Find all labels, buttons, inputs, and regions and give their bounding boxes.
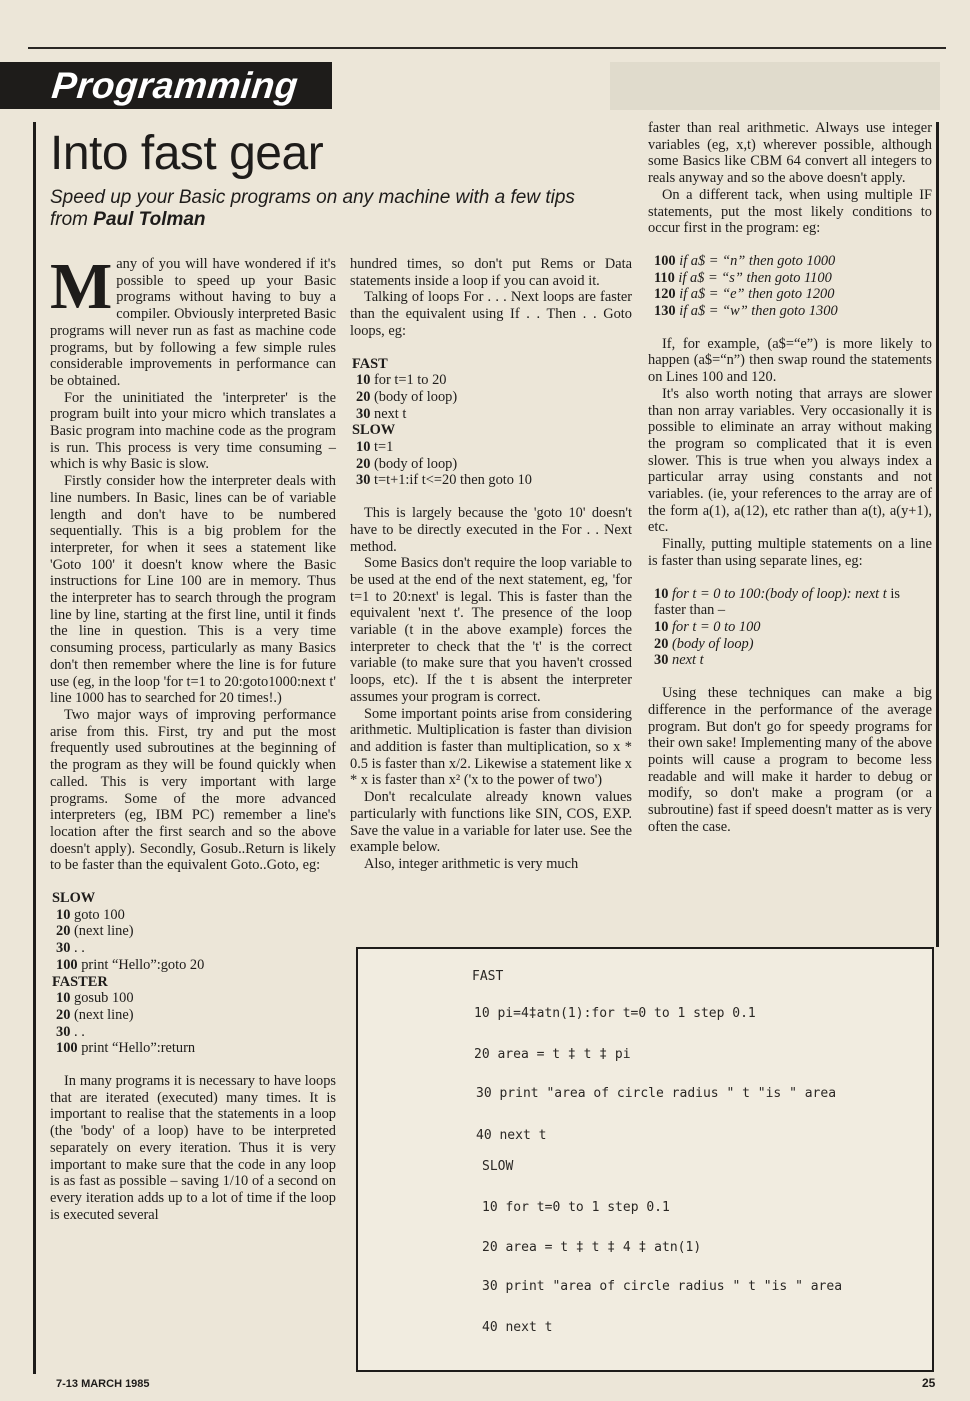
code-example-for-next: [352, 355, 632, 490]
issue-date: 7-13 MARCH 1985: [56, 1378, 150, 1390]
code-line: 120 if a$ = “e” then goto 1200: [654, 286, 835, 303]
paragraph: [50, 250, 336, 390]
paragraph: If, for example, (a$=“e”) is more likely to happen (a$=“n”) then swap round the statements on Lines 100 and 120.: [648, 335, 932, 386]
paragraph: This is largely because the 'goto 10' doesn't have to be directly executed in the For . . Next method.: [350, 505, 632, 555]
code-line: 130 if a$ = “w” then goto 1300: [654, 303, 838, 320]
paragraph: faster than real arithmetic. Always use integer variables (eg, x,t) wherever possible, although some Basics like CBM 64 convert all integers to reals anyway and so the above doesn't apply.: [648, 120, 932, 187]
code-example-multistatement: [654, 586, 932, 670]
code-line: 20 (body of loop): [654, 635, 754, 652]
paragraph: In many programs it is necessary to have loops that are iterated (executed) many times. It is important to realise that the statements in a loop (the 'body' of a loop) have to be interpreted separately on every iteration. Thus it is very important to make sure that the code in any loop is as fast as possible – saving 1/10 of a second on every iteration adds up to a lot of time if the loop is executed several: [50, 1073, 336, 1223]
paragraph: hundred times, so don't put Rems or Data statements inside a loop if you can avoid it.: [350, 256, 632, 289]
listing-line: 10 for t=0 to 1 step 0.1: [482, 1200, 670, 1215]
code-line: 10 for t = 0 to 100:(body of loop): next t is: [654, 585, 900, 602]
page-number: 25: [922, 1376, 936, 1390]
section-band: [0, 62, 332, 109]
code-line: 100 print “Hello”:goto 20: [56, 956, 205, 973]
code-line: 30 . .: [56, 1023, 85, 1040]
listing-line: 20 area = t ‡ t ‡ 4 ‡ atn(1): [482, 1240, 702, 1255]
code-line: 30 next t: [356, 405, 407, 422]
author-name: Paul Tolman: [93, 209, 206, 230]
listing-line: 40 next t: [482, 1320, 553, 1335]
code-line: 30 . .: [56, 940, 85, 957]
code-text: faster than –: [654, 602, 726, 619]
code-example-if: [654, 253, 932, 320]
paragraph: Some important points arise from considering arithmetic. Multiplication is faster than division and addition is faster than multiplication, so x * 0.5 is faster than x/2. Likewise a statement like x * x is faster than x² ('x to the power of two'): [350, 705, 632, 789]
code-line: 30 next t: [654, 652, 704, 669]
paragraph: It's also worth noting that arrays are slower than non array variables. Very occasionally it is possible to eliminate an array without making the program so complicated that it is even slower. This is true when you always index a particular array using constants and not variables. (ie, your references to the array are of the form a(1), a(12), etc rather than a(t), a(y+1), etc.: [648, 385, 932, 536]
column-1: [50, 250, 336, 1223]
listing-line: 20 area = t ‡ t ‡ pi: [474, 1047, 631, 1062]
listing-line: SLOW: [482, 1159, 514, 1174]
listing-line: 30 print "area of circle radius " t "is " area: [482, 1279, 843, 1294]
code-line: 20 (body of loop): [356, 388, 458, 405]
paragraph: Finally, putting multiple statements on a line is faster than using separate lines, eg:: [648, 536, 932, 569]
paragraph: For the uninitiated the 'interpreter' is the program built into your micro which translates a Basic program into machine code as the program is run. This process is very time consuming – which is why Basic is slow.: [50, 389, 336, 473]
code-line: 10 for t=1 to 20: [356, 372, 447, 389]
paragraph: Firstly consider how the interpreter deals with line numbers. In Basic, lines can be of variable length and don't have to be numbered sequentially. This is a big problem for the interpreter, for when it sees a statement like 'Goto 100' it doesn't know where the Basic instructions for Line 100 are in memory. Thus the interpreter has to search through the program line by line, starting at the first line, until it finds the line in question. This is a very time consuming process, particularly as many Basics don't then remember where the line is for future use (eg, in the loop 'for t=1 to 20:goto1000:next t' line 1000 has to searched for 20 times!.): [50, 473, 336, 707]
code-line: 110 if a$ = “s” then goto 1100: [654, 269, 832, 286]
code-line: 100 if a$ = “n” then goto 1000: [654, 252, 836, 269]
left-column-rule: [33, 122, 36, 1374]
column-3: [648, 120, 932, 835]
drop-cap: M: [50, 250, 113, 323]
paragraph: Talking of loops For . . . Next loops are faster than the equivalent using If . . Then . . Goto loops, eg:: [350, 289, 632, 339]
bleed-through-shadow: [610, 62, 940, 110]
standfirst-text: Speed up your Basic programs on any machine with a few tips from: [50, 187, 575, 230]
code-line: 20 (body of loop): [356, 455, 458, 472]
code-line: 10 goto 100: [56, 906, 125, 923]
paragraph: Don't recalculate already known values particularly with functions like SIN, COS, EXP. Save the value in a variable for later use. See the example below.: [350, 789, 632, 856]
listing-line: 30 print "area of circle radius " t "is " area: [476, 1086, 837, 1101]
listing-line: 40 next t: [476, 1128, 547, 1143]
paragraph: Using these techniques can make a big difference in the performance of the average program. But don't go for speedy programs for their own sake! Implementing many of the above points will cause a program to become less readable and will make it harder to debug or modify, so don't make a program (or a subroutine) fast if speed doesn't matter as is very often the case.: [648, 685, 932, 835]
program-listing-box: [356, 947, 934, 1372]
paragraph: Some Basics don't require the loop variable to be used at the end of the next statement, eg, 'for t=1 to 20:next' is legal. This is faster than the equivalent 'next t'. The presence of the loop variable (t in the above example) forces the interpreter to check that the 't' is the correct variable (to make sure that you haven't crossed loops, etc). If the t is absent the interpreter assumes your program is correct.: [350, 555, 632, 705]
code-example-gosub: [52, 890, 336, 1057]
code-line: 20 (next line): [56, 1006, 134, 1023]
code-heading: FASTER: [52, 973, 108, 990]
code-line: 10 t=1: [356, 439, 394, 456]
listing-line: 10 pi=4‡atn(1):for t=0 to 1 step 0.1: [474, 1006, 756, 1021]
code-line: 20 (next line): [56, 923, 134, 940]
code-line: 10 for t = 0 to 100: [654, 618, 761, 635]
right-column-rule: [936, 122, 939, 947]
paragraph: Also, integer arithmetic is very much: [364, 855, 579, 872]
code-line: 100 print “Hello”:return: [56, 1040, 196, 1057]
section-label: Programming: [49, 64, 301, 106]
paragraph-text: any of you will have wondered if it's possible to speed up your Basic programs without having to buy a compiler. Obviously interpreted Basic programs will never run as fast as machine code programs, but by following a few simple rules considerable improvements in performance can be obtained.: [50, 256, 336, 389]
article-standfirst: [50, 187, 610, 231]
code-heading: SLOW: [52, 890, 96, 907]
listing-line: FAST: [472, 969, 504, 984]
code-heading: SLOW: [352, 422, 396, 439]
code-line: 30 t=t+1:if t<=20 then goto 10: [356, 472, 532, 489]
code-heading: FAST: [352, 355, 388, 372]
column-2: [350, 256, 632, 873]
article-headline: Into fast gear: [50, 127, 324, 180]
code-line: 10 gosub 100: [56, 990, 134, 1007]
top-rule: [28, 47, 946, 49]
paragraph: On a different tack, when using multiple IF statements, put the most likely conditions to occur first in the program: eg:: [648, 186, 932, 237]
paragraph: Two major ways of improving performance arise from this. First, try and put the most frequently used subroutines at the beginning of the program as they will be found quickly when called. This is very important with large programs. Some of the more advanced interpreters (eg, IBM PC) remember a line's location after the first search and so the above doesn't apply). Secondly, Gosub..Return is likely to be faster than the equivalent Goto..Goto, eg:: [50, 706, 336, 874]
